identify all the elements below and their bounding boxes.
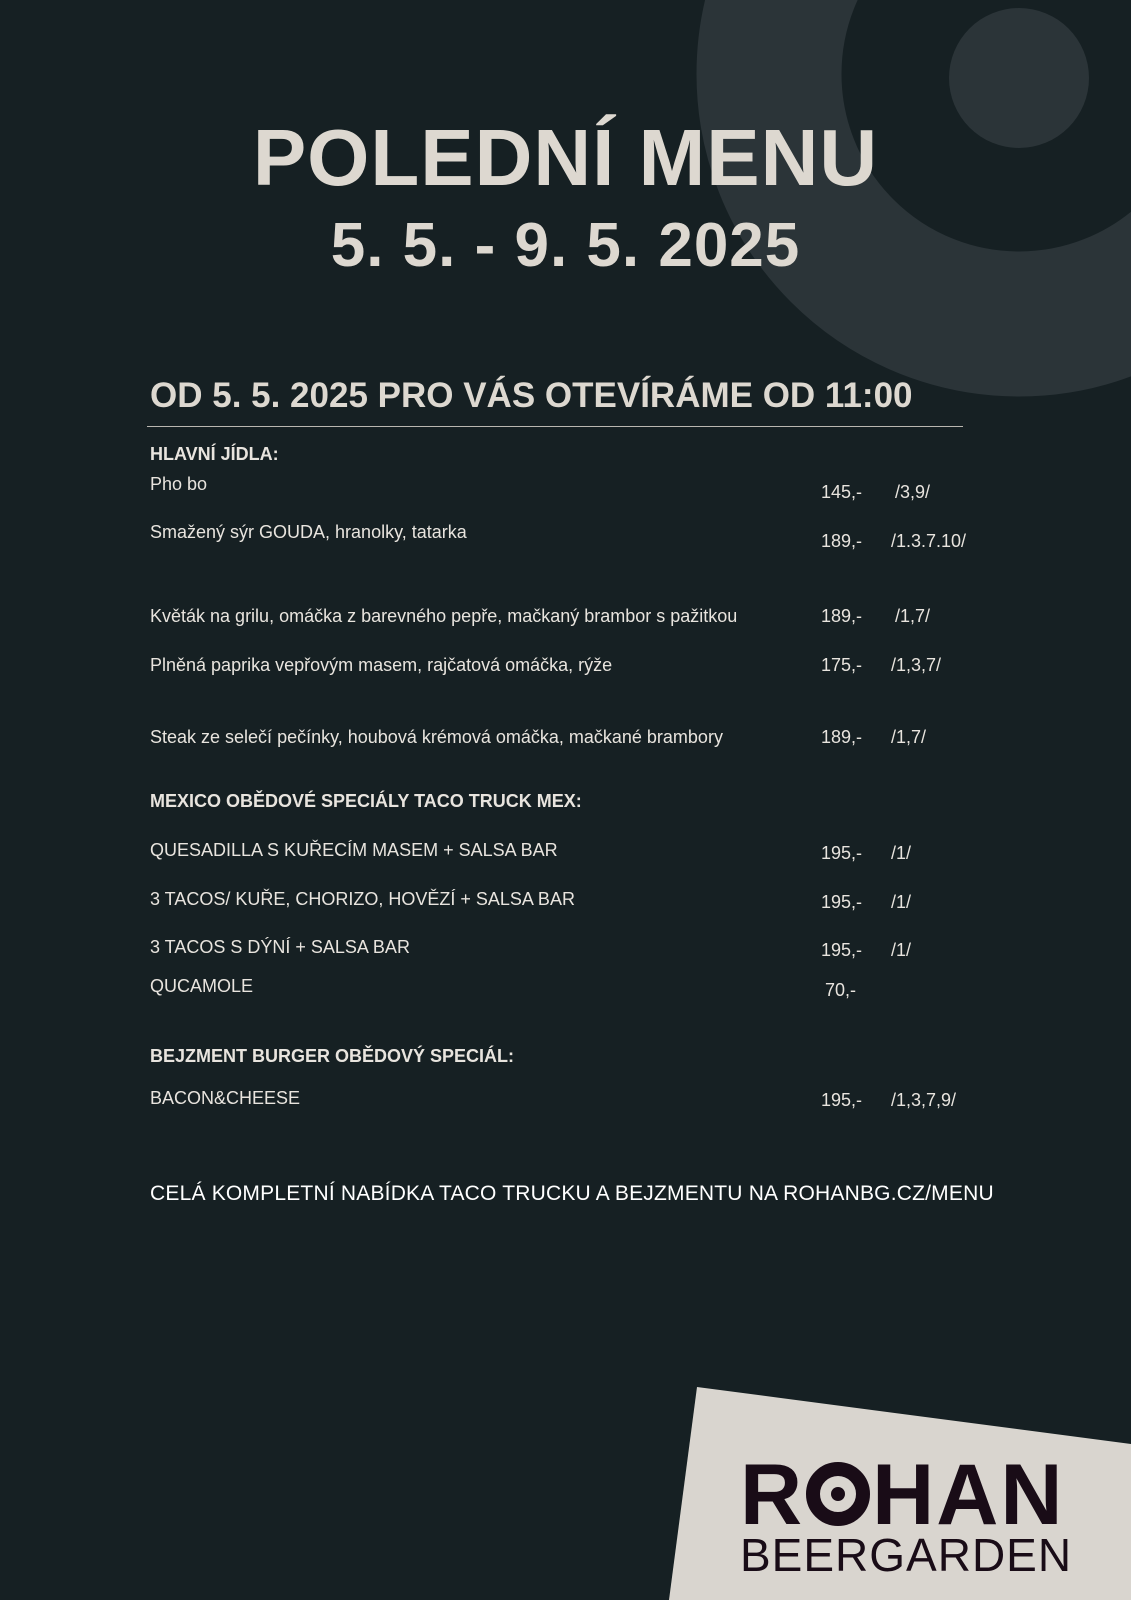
item-allergens: /1/ bbox=[891, 892, 912, 912]
item-allergens: /1.3.7.10/ bbox=[891, 531, 967, 551]
menu-item bbox=[150, 727, 1000, 757]
divider bbox=[147, 426, 963, 427]
section-heading-main: HLAVNÍ JÍDLA: bbox=[150, 444, 279, 464]
item-allergens: /1/ bbox=[891, 940, 912, 960]
section-heading-mexico: MEXICO OBĚDOVÉ SPECIÁLY TACO TRUCK MEX: bbox=[150, 791, 582, 811]
item-name: Pho bo bbox=[150, 474, 208, 494]
date-range: 5. 5. - 9. 5. 2025 bbox=[330, 211, 801, 280]
menu-item bbox=[150, 937, 1000, 967]
page-title: POLEDNÍ MENU bbox=[252, 113, 879, 202]
menu-item bbox=[150, 889, 1000, 919]
item-price: 175,- bbox=[821, 655, 863, 675]
item-price: 195,- bbox=[821, 892, 863, 912]
item-price: 145,- bbox=[821, 482, 863, 502]
brand-logo-beergarden: BEERGARDEN bbox=[740, 1529, 1073, 1581]
item-price: 189,- bbox=[821, 531, 863, 551]
item-price: 189,- bbox=[821, 606, 863, 626]
item-allergens: /1,7/ bbox=[891, 727, 927, 747]
menu-item bbox=[150, 1088, 1000, 1118]
brand-logo-rohan bbox=[740, 1447, 1065, 1543]
item-allergens: /3,9/ bbox=[895, 482, 931, 502]
item-price: 195,- bbox=[821, 940, 863, 960]
menu-item bbox=[150, 840, 1000, 870]
logo-o-ring-icon bbox=[806, 1462, 870, 1526]
item-name: QUCAMOLE bbox=[150, 976, 254, 996]
logo-letters-han: HAN bbox=[872, 1447, 1065, 1543]
item-allergens: /1,7/ bbox=[895, 606, 931, 626]
item-name: BACON&CHEESE bbox=[150, 1088, 301, 1108]
item-name: Plněná paprika vepřovým masem, rajčatová omáčka, rýže bbox=[150, 655, 613, 675]
item-name: Steak ze selečí pečínky, houbová krémová omáčka, mačkané brambory bbox=[150, 727, 723, 747]
item-price: 70,- bbox=[825, 980, 857, 1000]
menu-item bbox=[150, 522, 1000, 552]
item-name: QUESADILLA S KUŘECÍM MASEM + SALSA BAR bbox=[150, 840, 558, 860]
item-price: 195,- bbox=[821, 1090, 863, 1110]
full-menu-note: CELÁ KOMPLETNÍ NABÍDKA TACO TRUCKU A BEJZMENTU NA ROHANBG.CZ/MENU bbox=[150, 1182, 994, 1205]
item-name: Květák na grilu, omáčka z barevného pepře, mačkaný brambor s pažitkou bbox=[150, 606, 738, 626]
menu-item bbox=[150, 655, 1000, 685]
item-name: 3 TACOS/ KUŘE, CHORIZO, HOVĚZÍ + SALSA BAR bbox=[150, 889, 575, 909]
menu-item bbox=[150, 474, 1000, 504]
item-name: 3 TACOS S DÝNÍ + SALSA BAR bbox=[150, 937, 410, 957]
section-heading-burger: BEJZMENT BURGER OBĚDOVÝ SPECIÁL: bbox=[150, 1046, 515, 1066]
item-price: 189,- bbox=[821, 727, 863, 747]
item-price: 195,- bbox=[821, 843, 863, 863]
item-allergens: /1,3,7,9/ bbox=[891, 1090, 957, 1110]
item-name: Smažený sýr GOUDA, hranolky, tatarka bbox=[150, 522, 467, 542]
opening-announcement: OD 5. 5. 2025 PRO VÁS OTEVÍRÁME OD 11:00 bbox=[150, 376, 913, 415]
item-allergens: /1/ bbox=[891, 843, 912, 863]
menu-item bbox=[150, 976, 1000, 1006]
logo-letter-r: R bbox=[740, 1447, 805, 1543]
menu-item bbox=[150, 606, 1000, 636]
item-allergens: /1,3,7/ bbox=[891, 655, 942, 675]
